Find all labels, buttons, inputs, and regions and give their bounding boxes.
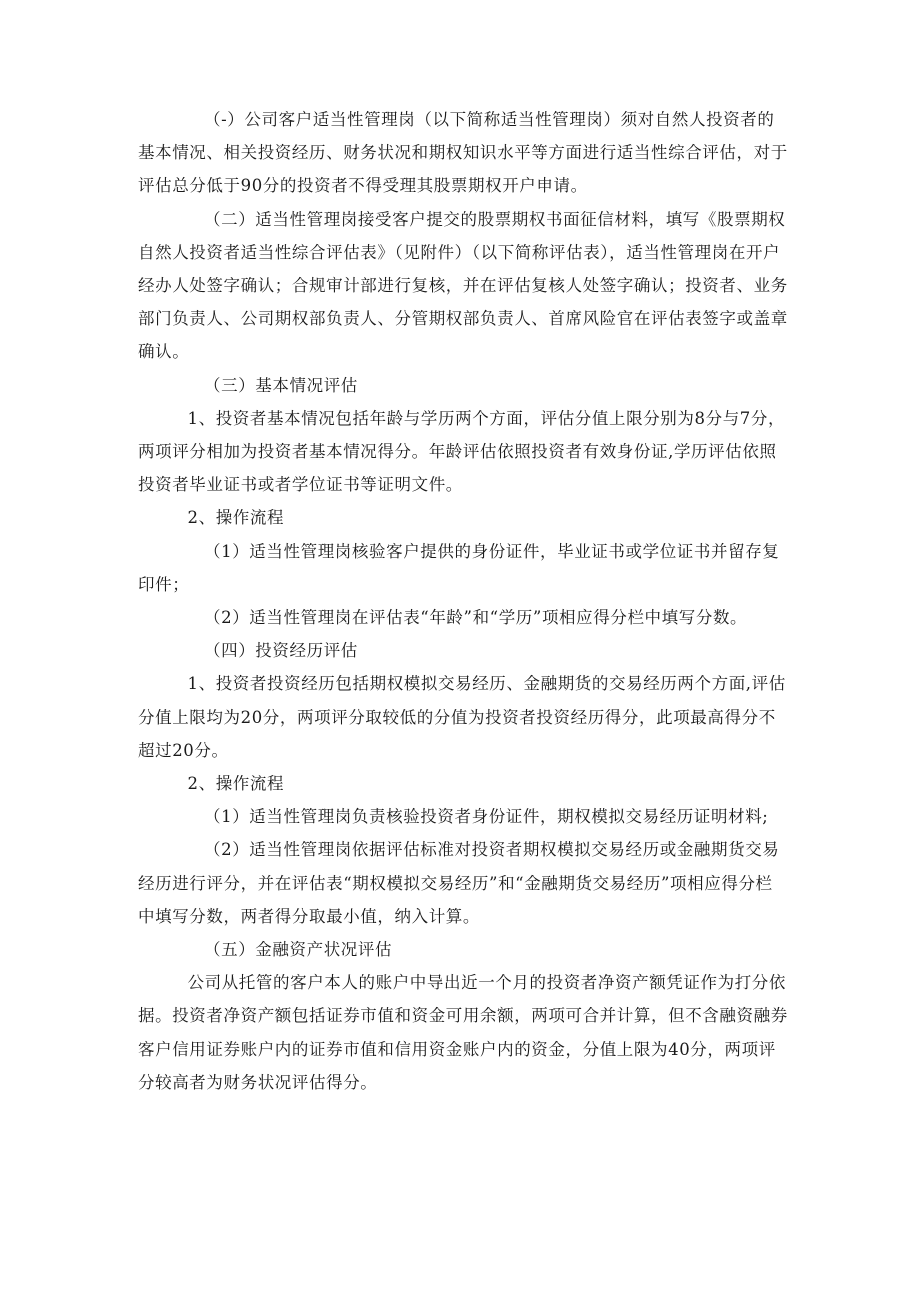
heading-financial-assets-assessment: （五）金融资产状况评估 — [204, 940, 393, 960]
paragraph-flow-1-step-1: （1）适当性管理岗核验客户提供的身份证件，毕业证书或学位证书并留存复印件； — [138, 541, 780, 594]
paragraph-flow-2-step-2: （2）适当性管理岗依据评估标准对投资者期权模拟交易经历或金融期货交易经历进行评分，并在评估表“期权模拟交易经历”和“金融期货交易经历”项相应得分栏中填写分数，两者得分取最小值，纳入计算。 — [138, 840, 780, 926]
paragraph-section-2: （二）适当性管理岗接受客户提交的股票期权书面征信材料，填写《股票期权自然人投资者适当性综合评估表》（见附件）（以下简称评估表），适当性管理岗在开户经办人处签字确认；合规审计部进行复核，并在评估复核人处签字确认；投资者、业务部门负责人、公司期权部负责人、分管期权部负责人、首席风险官在评估表签字或盖章确认。 — [138, 209, 788, 362]
paragraph-investment-experience-scope: 1、投资者投资经历包括期权模拟交易经历、金融期货的交易经历两个方面,评估分值上限均为20分，两项评分取较低的分值为投资者投资经历得分，此项最高得分不超过20分。 — [138, 674, 786, 760]
document-body — [138, 103, 788, 1099]
paragraph-flow-2-step-1: （1）适当性管理岗负责核验投资者身份证件，期权模拟交易经历证明材料; — [204, 807, 769, 827]
heading-operation-flow-1: 2、操作流程 — [187, 508, 285, 528]
paragraph-flow-1-step-2: （2）适当性管理岗在评估表“年龄”和“学历”项相应得分栏中填写分数。 — [204, 608, 748, 628]
paragraph-section-1: （-）公司客户适当性管理岗（以下简称适当性管理岗）须对自然人投资者的基本情况、相关投资经历、财务状况和期权知识水平等方面进行适当性综合评估，对于评估总分低于90分的投资者不得受理其股票期权开户申请。 — [138, 110, 788, 196]
heading-basic-info-assessment: （三）基本情况评估 — [204, 375, 358, 395]
paragraph-financial-assets-scope: 公司从托管的客户本人的账户中导出近一个月的投资者净资产额凭证作为打分依据。投资者净资产额包括证券市值和资金可用余额，两项可合并计算，但不含融资融券客户信用证券账户内的证券市值和信用资金账户内的资金，分值上限为40分，两项评分较高者为财务状况评估得分。 — [138, 973, 788, 1092]
heading-investment-experience-assessment: （四）投资经历评估 — [204, 641, 358, 661]
heading-operation-flow-2: 2、操作流程 — [187, 774, 285, 794]
paragraph-basic-info-scope: 1、投资者基本情况包括年龄与学历两个方面，评估分值上限分别为8分与7分，两项评分相加为投资者基本情况得分。年龄评估依照投资者有效身份证,学历评估依照投资者毕业证书或者学位证书等证明文件。 — [138, 408, 786, 495]
